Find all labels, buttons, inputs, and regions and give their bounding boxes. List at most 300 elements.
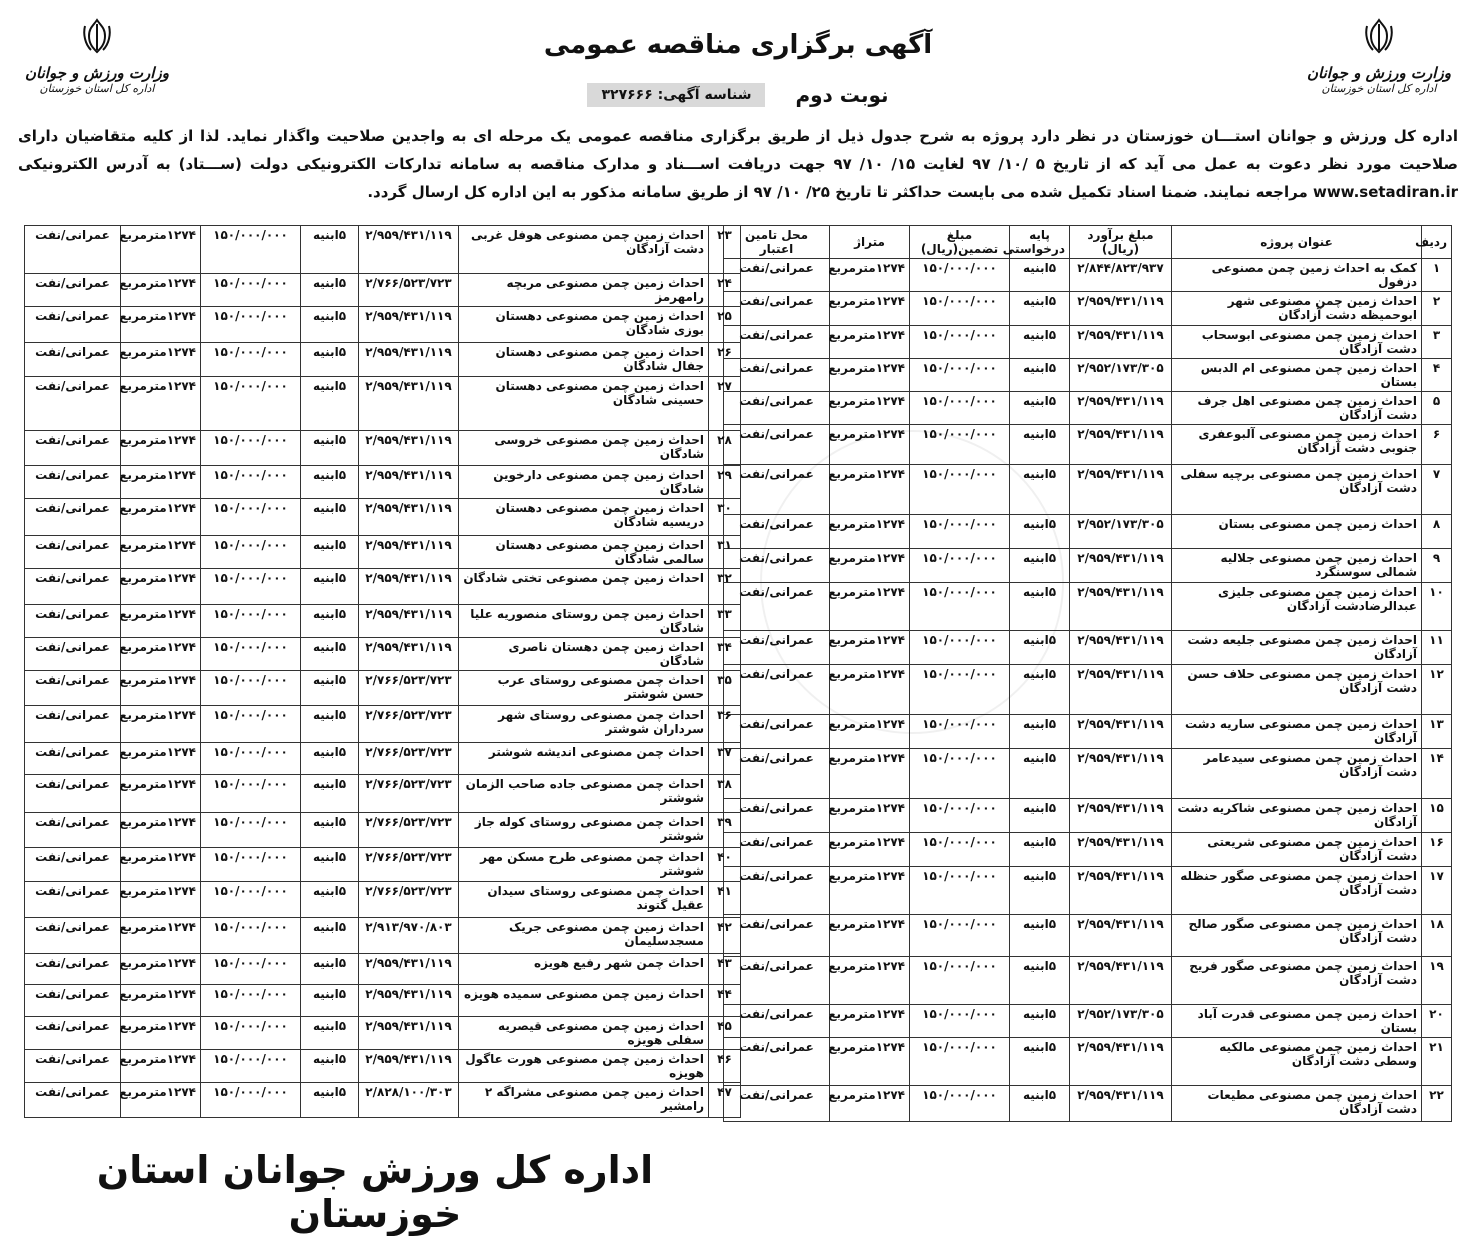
row-number: ۲۶ xyxy=(709,343,741,377)
contractor-grade: ۵ابنیه xyxy=(301,307,359,343)
row-number: ۱۷ xyxy=(1422,867,1452,915)
funding-source: عمرانی/نفت xyxy=(25,569,121,605)
logo-ministry-name: وزارت ورزش و جوانان xyxy=(1307,64,1451,82)
row-number: ۳ xyxy=(1422,326,1452,359)
estimate-amount: ۲/۹۵۹/۴۳۱/۱۱۹ xyxy=(1070,425,1172,465)
table-row xyxy=(724,1086,1452,1122)
row-number: ۱۵ xyxy=(1422,799,1452,833)
project-title: احداث زمین چمن مصنوعی مالکیه وسطی دشت آزادگان xyxy=(1172,1038,1422,1086)
funding-source: عمرانی/نفت xyxy=(25,706,121,743)
project-title: احداث زمین چمن روستای منصوریه علیا شادگان xyxy=(459,605,709,638)
row-number: ۲۹ xyxy=(709,466,741,499)
guarantee-amount: ۱۵۰/۰۰۰/۰۰۰ xyxy=(910,631,1010,665)
contractor-grade: ۵ابنیه xyxy=(301,638,359,671)
guarantee-amount: ۱۵۰/۰۰۰/۰۰۰ xyxy=(201,918,301,954)
contractor-grade: ۵ابنیه xyxy=(301,706,359,743)
area-value: ۱۲۷۴مترمربع xyxy=(121,569,201,605)
guarantee-amount: ۱۵۰/۰۰۰/۰۰۰ xyxy=(910,359,1010,392)
table-row xyxy=(25,377,741,431)
project-title: احداث زمین چمن مصنوعی برچیه سفلی دشت آزادگان xyxy=(1172,465,1422,515)
table-row xyxy=(724,515,1452,549)
table-row xyxy=(724,292,1452,326)
table-row xyxy=(25,775,741,813)
contractor-grade: ۵ابنیه xyxy=(1010,392,1070,425)
area-value: ۱۲۷۴مترمربع xyxy=(830,833,910,867)
estimate-amount: ۲/۹۵۹/۴۳۱/۱۱۹ xyxy=(359,605,459,638)
round-label: نوبت دوم xyxy=(795,83,889,107)
funding-source: عمرانی/نفت xyxy=(724,549,830,583)
project-title: احداث چمن شهر رفیع هویزه xyxy=(459,954,709,985)
table-row xyxy=(25,466,741,499)
guarantee-amount: ۱۵۰/۰۰۰/۰۰۰ xyxy=(201,431,301,466)
guarantee-amount: ۱۵۰/۰۰۰/۰۰۰ xyxy=(910,957,1010,1005)
table-header-row xyxy=(724,226,1452,259)
table-row xyxy=(25,743,741,775)
row-number: ۳۸ xyxy=(709,775,741,813)
funding-source: عمرانی/نفت xyxy=(724,915,830,957)
emblem-icon xyxy=(75,14,119,58)
guarantee-amount: ۱۵۰/۰۰۰/۰۰۰ xyxy=(910,326,1010,359)
guarantee-amount: ۱۵۰/۰۰۰/۰۰۰ xyxy=(201,638,301,671)
area-value: ۱۲۷۴مترمربع xyxy=(830,465,910,515)
project-title: احداث زمین چمن دهستان ناصری شادگان xyxy=(459,638,709,671)
funding-source: عمرانی/نفت xyxy=(724,799,830,833)
project-title: احداث زمین چمن مصنوعی جریک مسجدسلیمان xyxy=(459,918,709,954)
contractor-grade: ۵ابنیه xyxy=(1010,259,1070,292)
row-number: ۱۹ xyxy=(1422,957,1452,1005)
area-value: ۱۲۷۴مترمربع xyxy=(830,631,910,665)
funding-source: عمرانی/نفت xyxy=(25,638,121,671)
estimate-amount: ۲/۹۵۹/۴۳۱/۱۱۹ xyxy=(1070,715,1172,749)
guarantee-amount: ۱۵۰/۰۰۰/۰۰۰ xyxy=(201,226,301,274)
project-title: احداث زمین چمن مصنوعی جلالیه شمالی سوسنگرد xyxy=(1172,549,1422,583)
project-title: احداث زمین چمن مصنوعی خروسی شادگان xyxy=(459,431,709,466)
table-row xyxy=(25,1083,741,1118)
estimate-amount: ۲/۹۵۹/۴۳۱/۱۱۹ xyxy=(359,226,459,274)
area-value: ۱۲۷۴مترمربع xyxy=(121,882,201,918)
area-value: ۱۲۷۴مترمربع xyxy=(121,466,201,499)
table-row xyxy=(25,848,741,882)
contractor-grade: ۵ابنیه xyxy=(1010,799,1070,833)
area-value: ۱۲۷۴مترمربع xyxy=(121,638,201,671)
table-row xyxy=(25,274,741,307)
guarantee-amount: ۱۵۰/۰۰۰/۰۰۰ xyxy=(201,1017,301,1050)
row-number: ۴۲ xyxy=(709,918,741,954)
guarantee-amount: ۱۵۰/۰۰۰/۰۰۰ xyxy=(910,392,1010,425)
guarantee-amount: ۱۵۰/۰۰۰/۰۰۰ xyxy=(910,749,1010,799)
project-title: احداث زمین چمن مصنوعی مشراگه ۲ رامشیر xyxy=(459,1083,709,1118)
guarantee-amount: ۱۵۰/۰۰۰/۰۰۰ xyxy=(201,706,301,743)
project-title: احداث چمن مصنوعی روستای سیدان عقیل گتوند xyxy=(459,882,709,918)
area-value: ۱۲۷۴مترمربع xyxy=(830,549,910,583)
funding-source: عمرانی/نفت xyxy=(25,377,121,431)
project-title: احداث زمین چمن مصنوعی سمیده هویزه xyxy=(459,985,709,1017)
area-value: ۱۲۷۴مترمربع xyxy=(830,799,910,833)
guarantee-amount: ۱۵۰/۰۰۰/۰۰۰ xyxy=(910,465,1010,515)
guarantee-amount: ۱۵۰/۰۰۰/۰۰۰ xyxy=(910,799,1010,833)
area-value: ۱۲۷۴مترمربع xyxy=(121,743,201,775)
estimate-amount: ۲/۹۵۹/۴۳۱/۱۱۹ xyxy=(359,985,459,1017)
estimate-amount: ۲/۹۵۹/۴۳۱/۱۱۹ xyxy=(1070,799,1172,833)
guarantee-amount: ۱۵۰/۰۰۰/۰۰۰ xyxy=(201,813,301,848)
row-number: ۴۵ xyxy=(709,1017,741,1050)
table-row xyxy=(25,343,741,377)
row-number: ۱ xyxy=(1422,259,1452,292)
funding-source: عمرانی/نفت xyxy=(25,848,121,882)
title-subrow xyxy=(300,80,1176,110)
area-value: ۱۲۷۴مترمربع xyxy=(830,665,910,715)
project-title: احداث زمین چمن مصنوعی شاکریه دشت آزادگان xyxy=(1172,799,1422,833)
funding-source: عمرانی/نفت xyxy=(25,1083,121,1118)
project-title: احداث زمین چمن مصنوعی ابوسحاب دشت آزادگان xyxy=(1172,326,1422,359)
table-row xyxy=(724,749,1452,799)
funding-source: عمرانی/نفت xyxy=(25,954,121,985)
contractor-grade: ۵ابنیه xyxy=(301,775,359,813)
project-title: احداث زمین چمن مصنوعی ساریه دشت آزادگان xyxy=(1172,715,1422,749)
funding-source: عمرانی/نفت xyxy=(25,499,121,536)
table-row xyxy=(724,583,1452,631)
funding-source: عمرانی/نفت xyxy=(25,536,121,569)
funding-source: عمرانی/نفت xyxy=(724,665,830,715)
contractor-grade: ۵ابنیه xyxy=(301,671,359,706)
project-title: احداث زمین چمن مصنوعی شریعتی دشت آزادگان xyxy=(1172,833,1422,867)
estimate-amount: ۲/۹۵۹/۴۳۱/۱۱۹ xyxy=(1070,631,1172,665)
area-value: ۱۲۷۴مترمربع xyxy=(830,515,910,549)
row-number: ۳۲ xyxy=(709,569,741,605)
guarantee-amount: ۱۵۰/۰۰۰/۰۰۰ xyxy=(201,343,301,377)
estimate-amount: ۲/۹۵۹/۴۳۱/۱۱۹ xyxy=(359,466,459,499)
funding-source: عمرانی/نفت xyxy=(724,515,830,549)
area-value: ۱۲۷۴مترمربع xyxy=(121,499,201,536)
funding-source: عمرانی/نفت xyxy=(25,985,121,1017)
table-row xyxy=(25,431,741,466)
row-number: ۴ xyxy=(1422,359,1452,392)
contractor-grade: ۵ابنیه xyxy=(1010,515,1070,549)
estimate-amount: ۲/۹۵۹/۴۳۱/۱۱۹ xyxy=(1070,1038,1172,1086)
area-value: ۱۲۷۴مترمربع xyxy=(121,605,201,638)
footer-office-name: اداره کل ورزش جوانان استان خوزستان xyxy=(96,1148,654,1236)
guarantee-amount: ۱۵۰/۰۰۰/۰۰۰ xyxy=(201,377,301,431)
guarantee-amount: ۱۵۰/۰۰۰/۰۰۰ xyxy=(201,499,301,536)
area-value: ۱۲۷۴مترمربع xyxy=(830,749,910,799)
row-number: ۲۳ xyxy=(709,226,741,274)
estimate-amount: ۲/۹۵۹/۴۳۱/۱۱۹ xyxy=(1070,749,1172,799)
area-value: ۱۲۷۴مترمربع xyxy=(121,1017,201,1050)
contractor-grade: ۵ابنیه xyxy=(301,1083,359,1118)
estimate-amount: ۲/۹۵۹/۴۳۱/۱۱۹ xyxy=(359,954,459,985)
estimate-amount: ۲/۷۶۶/۵۲۳/۷۲۳ xyxy=(359,813,459,848)
funding-source: عمرانی/نفت xyxy=(724,1086,830,1122)
project-title: احداث زمین چمن مصنوعی مربچه رامهرمز xyxy=(459,274,709,307)
funding-source: عمرانی/نفت xyxy=(25,307,121,343)
guarantee-amount: ۱۵۰/۰۰۰/۰۰۰ xyxy=(201,1083,301,1118)
logo-office-name: اداره کل استان خوزستان xyxy=(39,82,155,95)
estimate-amount: ۲/۷۶۶/۵۲۳/۷۲۳ xyxy=(359,743,459,775)
contractor-grade: ۵ابنیه xyxy=(301,605,359,638)
project-title: احداث زمین چمن مصنوعی دارخوین شادگان xyxy=(459,466,709,499)
contractor-grade: ۵ابنیه xyxy=(1010,1005,1070,1038)
area-value: ۱۲۷۴مترمربع xyxy=(121,848,201,882)
area-value: ۱۲۷۴مترمربع xyxy=(121,307,201,343)
project-title: احداث چمن مصنوعی طرح مسکن مهر شوشتر xyxy=(459,848,709,882)
row-number: ۳۱ xyxy=(709,536,741,569)
area-value: ۱۲۷۴مترمربع xyxy=(830,715,910,749)
area-value: ۱۲۷۴مترمربع xyxy=(830,326,910,359)
contractor-grade: ۵ابنیه xyxy=(301,226,359,274)
area-value: ۱۲۷۴مترمربع xyxy=(121,775,201,813)
project-title: احداث زمین چمن مصنوعی دهستان جفال شادگان xyxy=(459,343,709,377)
row-number: ۳۵ xyxy=(709,671,741,706)
table-row xyxy=(25,638,741,671)
project-title: احداث زمین چمن مصنوعی قیصریه سفلی هویزه xyxy=(459,1017,709,1050)
estimate-amount: ۲/۹۵۹/۴۳۱/۱۱۹ xyxy=(1070,465,1172,515)
guarantee-amount: ۱۵۰/۰۰۰/۰۰۰ xyxy=(910,715,1010,749)
table-row xyxy=(724,425,1452,465)
row-number: ۴۱ xyxy=(709,882,741,918)
contractor-grade: ۵ابنیه xyxy=(301,569,359,605)
contractor-grade: ۵ابنیه xyxy=(1010,425,1070,465)
table-row xyxy=(724,957,1452,1005)
estimate-amount: ۲/۹۵۹/۴۳۱/۱۱۹ xyxy=(359,307,459,343)
area-value: ۱۲۷۴مترمربع xyxy=(830,1038,910,1086)
area-value: ۱۲۷۴مترمربع xyxy=(830,1086,910,1122)
project-title: احداث زمین چمن مصنوعی شهر ابوحمیظه دشت آزادگان xyxy=(1172,292,1422,326)
contractor-grade: ۵ابنیه xyxy=(1010,549,1070,583)
guarantee-amount: ۱۵۰/۰۰۰/۰۰۰ xyxy=(201,775,301,813)
table-row xyxy=(25,671,741,706)
contractor-grade: ۵ابنیه xyxy=(301,466,359,499)
area-value: ۱۲۷۴مترمربع xyxy=(121,274,201,307)
guarantee-amount: ۱۵۰/۰۰۰/۰۰۰ xyxy=(201,605,301,638)
row-number: ۹ xyxy=(1422,549,1452,583)
project-title: احداث زمین چمن مصنوعی آلبوعفری جنوبی دشت آزادگان xyxy=(1172,425,1422,465)
row-number: ۳۷ xyxy=(709,743,741,775)
contractor-grade: ۵ابنیه xyxy=(1010,631,1070,665)
row-number: ۸ xyxy=(1422,515,1452,549)
col-header-grade: پایه درخواستی xyxy=(1010,226,1070,259)
table-row xyxy=(25,307,741,343)
estimate-amount: ۲/۸۲۸/۱۰۰/۳۰۳ xyxy=(359,1083,459,1118)
estimate-amount: ۲/۹۵۹/۴۳۱/۱۱۹ xyxy=(1070,833,1172,867)
table-row xyxy=(724,549,1452,583)
funding-source: عمرانی/نفت xyxy=(25,671,121,706)
guarantee-amount: ۱۵۰/۰۰۰/۰۰۰ xyxy=(201,1050,301,1083)
guarantee-amount: ۱۵۰/۰۰۰/۰۰۰ xyxy=(910,549,1010,583)
row-number: ۲۱ xyxy=(1422,1038,1452,1086)
guarantee-amount: ۱۵۰/۰۰۰/۰۰۰ xyxy=(910,259,1010,292)
row-number: ۳۶ xyxy=(709,706,741,743)
contractor-grade: ۵ابنیه xyxy=(1010,359,1070,392)
guarantee-amount: ۱۵۰/۰۰۰/۰۰۰ xyxy=(201,466,301,499)
table-row xyxy=(25,536,741,569)
table-row xyxy=(25,706,741,743)
table-row xyxy=(25,569,741,605)
emblem-icon xyxy=(1357,14,1401,58)
row-number: ۲۲ xyxy=(1422,1086,1452,1122)
estimate-amount: ۲/۹۵۹/۴۳۱/۱۱۹ xyxy=(359,431,459,466)
contractor-grade: ۵ابنیه xyxy=(301,882,359,918)
area-value: ۱۲۷۴مترمربع xyxy=(121,1050,201,1083)
funding-source: عمرانی/نفت xyxy=(724,259,830,292)
estimate-amount: ۲/۹۵۲/۱۷۳/۳۰۵ xyxy=(1070,1005,1172,1038)
contractor-grade: ۵ابنیه xyxy=(301,813,359,848)
estimate-amount: ۲/۹۱۳/۹۷۰/۸۰۳ xyxy=(359,918,459,954)
area-value: ۱۲۷۴مترمربع xyxy=(121,918,201,954)
contractor-grade: ۵ابنیه xyxy=(301,274,359,307)
project-title: احداث چمن مصنوعی روستای کوله جاز شوشتر xyxy=(459,813,709,848)
contractor-grade: ۵ابنیه xyxy=(1010,1038,1070,1086)
row-number: ۴۷ xyxy=(709,1083,741,1118)
area-value: ۱۲۷۴مترمربع xyxy=(830,392,910,425)
guarantee-amount: ۱۵۰/۰۰۰/۰۰۰ xyxy=(910,1038,1010,1086)
guarantee-amount: ۱۵۰/۰۰۰/۰۰۰ xyxy=(910,515,1010,549)
row-number: ۱۶ xyxy=(1422,833,1452,867)
estimate-amount: ۲/۹۵۹/۴۳۱/۱۱۹ xyxy=(1070,392,1172,425)
contractor-grade: ۵ابنیه xyxy=(1010,583,1070,631)
estimate-amount: ۲/۷۶۶/۵۲۳/۷۲۳ xyxy=(359,775,459,813)
area-value: ۱۲۷۴مترمربع xyxy=(830,915,910,957)
estimate-amount: ۲/۷۶۶/۵۲۳/۷۲۳ xyxy=(359,274,459,307)
funding-source: عمرانی/نفت xyxy=(25,431,121,466)
funding-source: عمرانی/نفت xyxy=(25,813,121,848)
estimate-amount: ۲/۹۵۹/۴۳۱/۱۱۹ xyxy=(1070,326,1172,359)
funding-source: عمرانی/نفت xyxy=(25,605,121,638)
funding-source: عمرانی/نفت xyxy=(724,1005,830,1038)
guarantee-amount: ۱۵۰/۰۰۰/۰۰۰ xyxy=(910,867,1010,915)
guarantee-amount: ۱۵۰/۰۰۰/۰۰۰ xyxy=(201,985,301,1017)
row-number: ۳۹ xyxy=(709,813,741,848)
project-title: احداث چمن مصنوعی روستای شهر سرداران شوشتر xyxy=(459,706,709,743)
guarantee-amount: ۱۵۰/۰۰۰/۰۰۰ xyxy=(201,954,301,985)
project-title: احداث زمین چمن مصنوعی قدرت آباد بستان xyxy=(1172,1005,1422,1038)
contractor-grade: ۵ابنیه xyxy=(1010,326,1070,359)
project-title: احداث زمین چمن مصنوعی صگور فریح دشت آزادگان xyxy=(1172,957,1422,1005)
row-number: ۲۷ xyxy=(709,377,741,431)
funding-source: عمرانی/نفت xyxy=(724,359,830,392)
guarantee-amount: ۱۵۰/۰۰۰/۰۰۰ xyxy=(201,307,301,343)
contractor-grade: ۵ابنیه xyxy=(301,848,359,882)
col-header-guarantee: مبلغ تضمین(ریال) xyxy=(910,226,1010,259)
area-value: ۱۲۷۴مترمربع xyxy=(121,377,201,431)
row-number: ۲۸ xyxy=(709,431,741,466)
area-value: ۱۲۷۴مترمربع xyxy=(830,583,910,631)
estimate-amount: ۲/۹۵۹/۴۳۱/۱۱۹ xyxy=(359,499,459,536)
guarantee-amount: ۱۵۰/۰۰۰/۰۰۰ xyxy=(910,583,1010,631)
logo-ministry-name: وزارت ورزش و جوانان xyxy=(25,64,169,82)
guarantee-amount: ۱۵۰/۰۰۰/۰۰۰ xyxy=(201,848,301,882)
contractor-grade: ۵ابنیه xyxy=(1010,749,1070,799)
contractor-grade: ۵ابنیه xyxy=(301,954,359,985)
project-title: احداث زمین چمن مصنوعی صگور صالح دشت آزادگان xyxy=(1172,915,1422,957)
col-header-estimate: مبلغ برآورد (ریال) xyxy=(1070,226,1172,259)
guarantee-amount: ۱۵۰/۰۰۰/۰۰۰ xyxy=(201,569,301,605)
table-row xyxy=(724,833,1452,867)
row-number: ۴۶ xyxy=(709,1050,741,1083)
header xyxy=(0,0,1476,118)
estimate-amount: ۲/۷۶۶/۵۲۳/۷۲۳ xyxy=(359,671,459,706)
project-title: احداث زمین چمن مصنوعی تختی شادگان xyxy=(459,569,709,605)
contractor-grade: ۵ابنیه xyxy=(301,985,359,1017)
project-title: احداث زمین چمن مصنوعی جلیزی عبدالرضادشت آزادگان xyxy=(1172,583,1422,631)
table-body-right xyxy=(724,259,1452,1122)
area-value: ۱۲۷۴مترمربع xyxy=(121,813,201,848)
contractor-grade: ۵ابنیه xyxy=(1010,715,1070,749)
estimate-amount: ۲/۹۵۹/۴۳۱/۱۱۹ xyxy=(1070,549,1172,583)
estimate-amount: ۲/۹۵۲/۱۷۳/۳۰۵ xyxy=(1070,359,1172,392)
area-value: ۱۲۷۴مترمربع xyxy=(830,292,910,326)
row-number: ۲۵ xyxy=(709,307,741,343)
funding-source: عمرانی/نفت xyxy=(724,465,830,515)
estimate-amount: ۲/۹۵۹/۴۳۱/۱۱۹ xyxy=(359,1017,459,1050)
guarantee-amount: ۱۵۰/۰۰۰/۰۰۰ xyxy=(910,1086,1010,1122)
funding-source: عمرانی/نفت xyxy=(25,743,121,775)
project-title: احداث زمین چمن مصنوعی هوفل غربی دشت آزادگان xyxy=(459,226,709,274)
table-row xyxy=(724,867,1452,915)
estimate-amount: ۲/۹۵۹/۴۳۱/۱۱۹ xyxy=(359,536,459,569)
area-value: ۱۲۷۴مترمربع xyxy=(121,431,201,466)
row-number: ۴۳ xyxy=(709,954,741,985)
table-row xyxy=(25,1050,741,1083)
area-value: ۱۲۷۴مترمربع xyxy=(830,867,910,915)
area-value: ۱۲۷۴مترمربع xyxy=(121,954,201,985)
guarantee-amount: ۱۵۰/۰۰۰/۰۰۰ xyxy=(910,833,1010,867)
project-title: احداث زمین چمن مصنوعی دهستان سالمی شادگان xyxy=(459,536,709,569)
area-value: ۱۲۷۴مترمربع xyxy=(121,706,201,743)
row-number: ۴۴ xyxy=(709,985,741,1017)
row-number: ۵ xyxy=(1422,392,1452,425)
projects-table-left xyxy=(24,225,741,1118)
project-title: احداث زمین چمن مصنوعی جلیعه دشت آزادگان xyxy=(1172,631,1422,665)
area-value: ۱۲۷۴مترمربع xyxy=(121,226,201,274)
guarantee-amount: ۱۵۰/۰۰۰/۰۰۰ xyxy=(201,743,301,775)
area-value: ۱۲۷۴مترمربع xyxy=(830,259,910,292)
estimate-amount: ۲/۹۵۹/۴۳۱/۱۱۹ xyxy=(359,1050,459,1083)
project-title: احداث زمین چمن مصنوعی سیدعامر دشت آزادگان xyxy=(1172,749,1422,799)
funding-source: عمرانی/نفت xyxy=(25,226,121,274)
project-title: کمک به احداث زمین چمن مصنوعی دزفول xyxy=(1172,259,1422,292)
project-title: احداث زمین چمن مصنوعی حلاف حسن دشت آزادگان xyxy=(1172,665,1422,715)
col-header-row: ردیف xyxy=(1422,226,1452,259)
funding-source: عمرانی/نفت xyxy=(724,867,830,915)
table-row xyxy=(25,226,741,274)
estimate-amount: ۲/۷۶۶/۵۲۳/۷۲۳ xyxy=(359,706,459,743)
guarantee-amount: ۱۵۰/۰۰۰/۰۰۰ xyxy=(910,425,1010,465)
ministry-logo-left xyxy=(12,14,182,95)
funding-source: عمرانی/نفت xyxy=(724,631,830,665)
row-number: ۱۴ xyxy=(1422,749,1452,799)
contractor-grade: ۵ابنیه xyxy=(301,1017,359,1050)
col-header-area: متراژ xyxy=(830,226,910,259)
contractor-grade: ۵ابنیه xyxy=(1010,1086,1070,1122)
funding-source: عمرانی/نفت xyxy=(25,882,121,918)
area-value: ۱۲۷۴مترمربع xyxy=(121,985,201,1017)
row-number: ۳۰ xyxy=(709,499,741,536)
project-title: احداث زمین چمن مصنوعی ام الدبس بستان xyxy=(1172,359,1422,392)
contractor-grade: ۵ابنیه xyxy=(301,343,359,377)
table-row xyxy=(724,259,1452,292)
row-number: ۱۱ xyxy=(1422,631,1452,665)
area-value: ۱۲۷۴مترمربع xyxy=(121,1083,201,1118)
table-row xyxy=(25,605,741,638)
contractor-grade: ۵ابنیه xyxy=(1010,957,1070,1005)
funding-source: عمرانی/نفت xyxy=(25,1017,121,1050)
funding-source: عمرانی/نفت xyxy=(724,583,830,631)
contractor-grade: ۵ابنیه xyxy=(1010,465,1070,515)
project-title: احداث زمین چمن مصنوعی دهستان بوزی شادگان xyxy=(459,307,709,343)
row-number: ۱۲ xyxy=(1422,665,1452,715)
table-row xyxy=(25,1017,741,1050)
estimate-amount: ۲/۹۵۹/۴۳۱/۱۱۹ xyxy=(359,377,459,431)
